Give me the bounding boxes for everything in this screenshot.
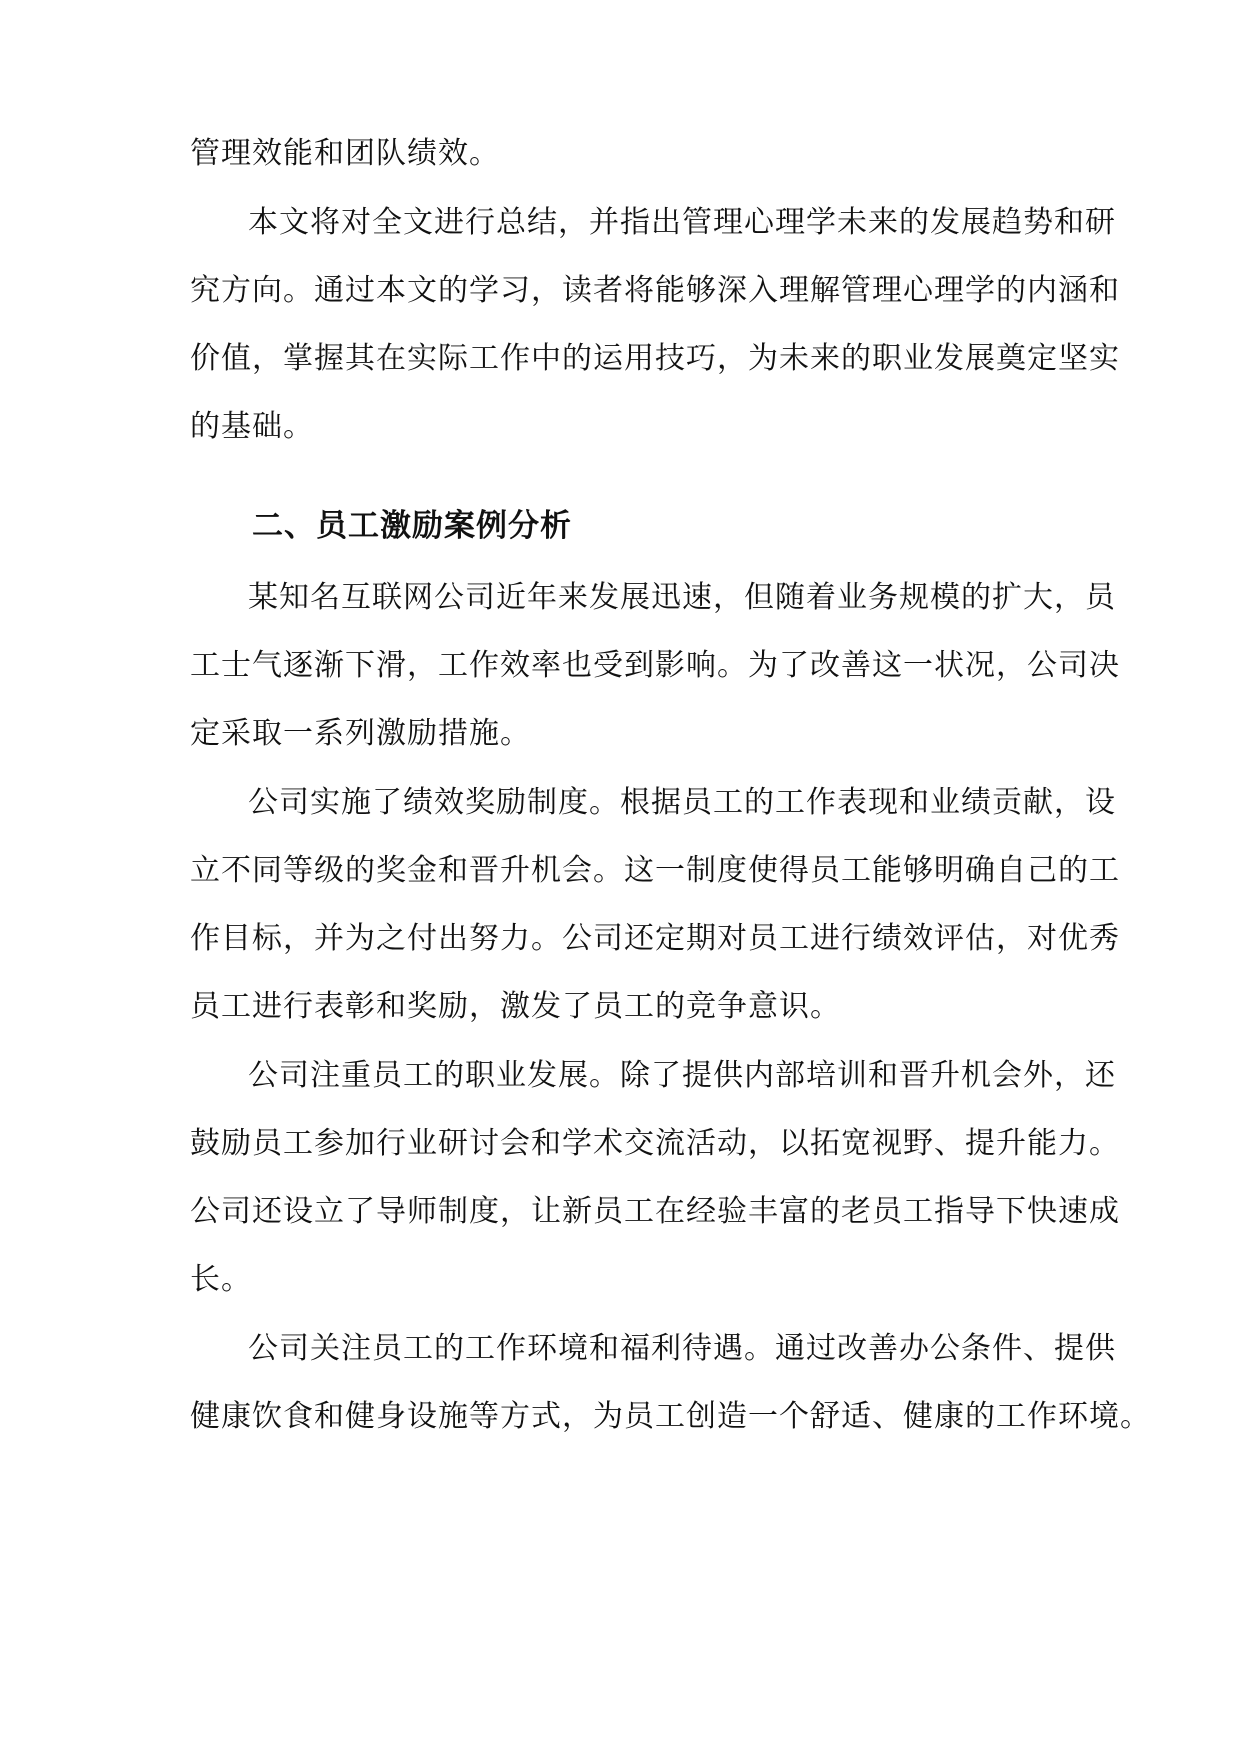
section-heading: 二、员工激励案例分析 xyxy=(252,508,572,544)
paragraph-4-line-1: 公司实施了绩效奖励制度。根据员工的工作表现和业绩贡献，设 xyxy=(248,785,1116,820)
paragraph-5-line-2: 鼓励员工参加行业研讨会和学术交流活动，以拓宽视野、提升能力。 xyxy=(190,1126,1120,1161)
paragraph-5-line-3: 公司还设立了导师制度，让新员工在经验丰富的老员工指导下快速成 xyxy=(190,1194,1120,1229)
paragraph-6-line-1: 公司关注员工的工作环境和福利待遇。通过改善办公条件、提供 xyxy=(248,1331,1116,1366)
paragraph-5-line-1: 公司注重员工的职业发展。除了提供内部培训和晋升机会外，还 xyxy=(248,1058,1116,1093)
paragraph-2-line-3: 价值，掌握其在实际工作中的运用技巧，为未来的职业发展奠定坚实 xyxy=(190,341,1120,376)
paragraph-5-line-4: 长。 xyxy=(190,1262,252,1297)
paragraph-2-line-2: 究方向。通过本文的学习，读者将能够深入理解管理心理学的内涵和 xyxy=(190,273,1120,308)
paragraph-4-line-2: 立不同等级的奖金和晋升机会。这一制度使得员工能够明确自己的工 xyxy=(190,853,1120,888)
paragraph-1-line-1: 管理效能和团队绩效。 xyxy=(190,136,500,171)
paragraph-2-line-4: 的基础。 xyxy=(190,409,314,444)
paragraph-3-line-2: 工士气逐渐下滑，工作效率也受到影响。为了改善这一状况，公司决 xyxy=(190,648,1120,683)
paragraph-6-line-2: 健康饮食和健身设施等方式，为员工创造一个舒适、健康的工作环境。 xyxy=(190,1399,1151,1434)
paragraph-2-line-1: 本文将对全文进行总结，并指出管理心理学未来的发展趋势和研 xyxy=(248,205,1116,240)
paragraph-4-line-3: 作目标，并为之付出努力。公司还定期对员工进行绩效评估，对优秀 xyxy=(190,921,1120,956)
paragraph-3-line-3: 定采取一系列激励措施。 xyxy=(190,716,531,751)
paragraph-3-line-1: 某知名互联网公司近年来发展迅速，但随着业务规模的扩大，员 xyxy=(248,580,1116,615)
paragraph-4-line-4: 员工进行表彰和奖励，激发了员工的竞争意识。 xyxy=(190,989,841,1024)
